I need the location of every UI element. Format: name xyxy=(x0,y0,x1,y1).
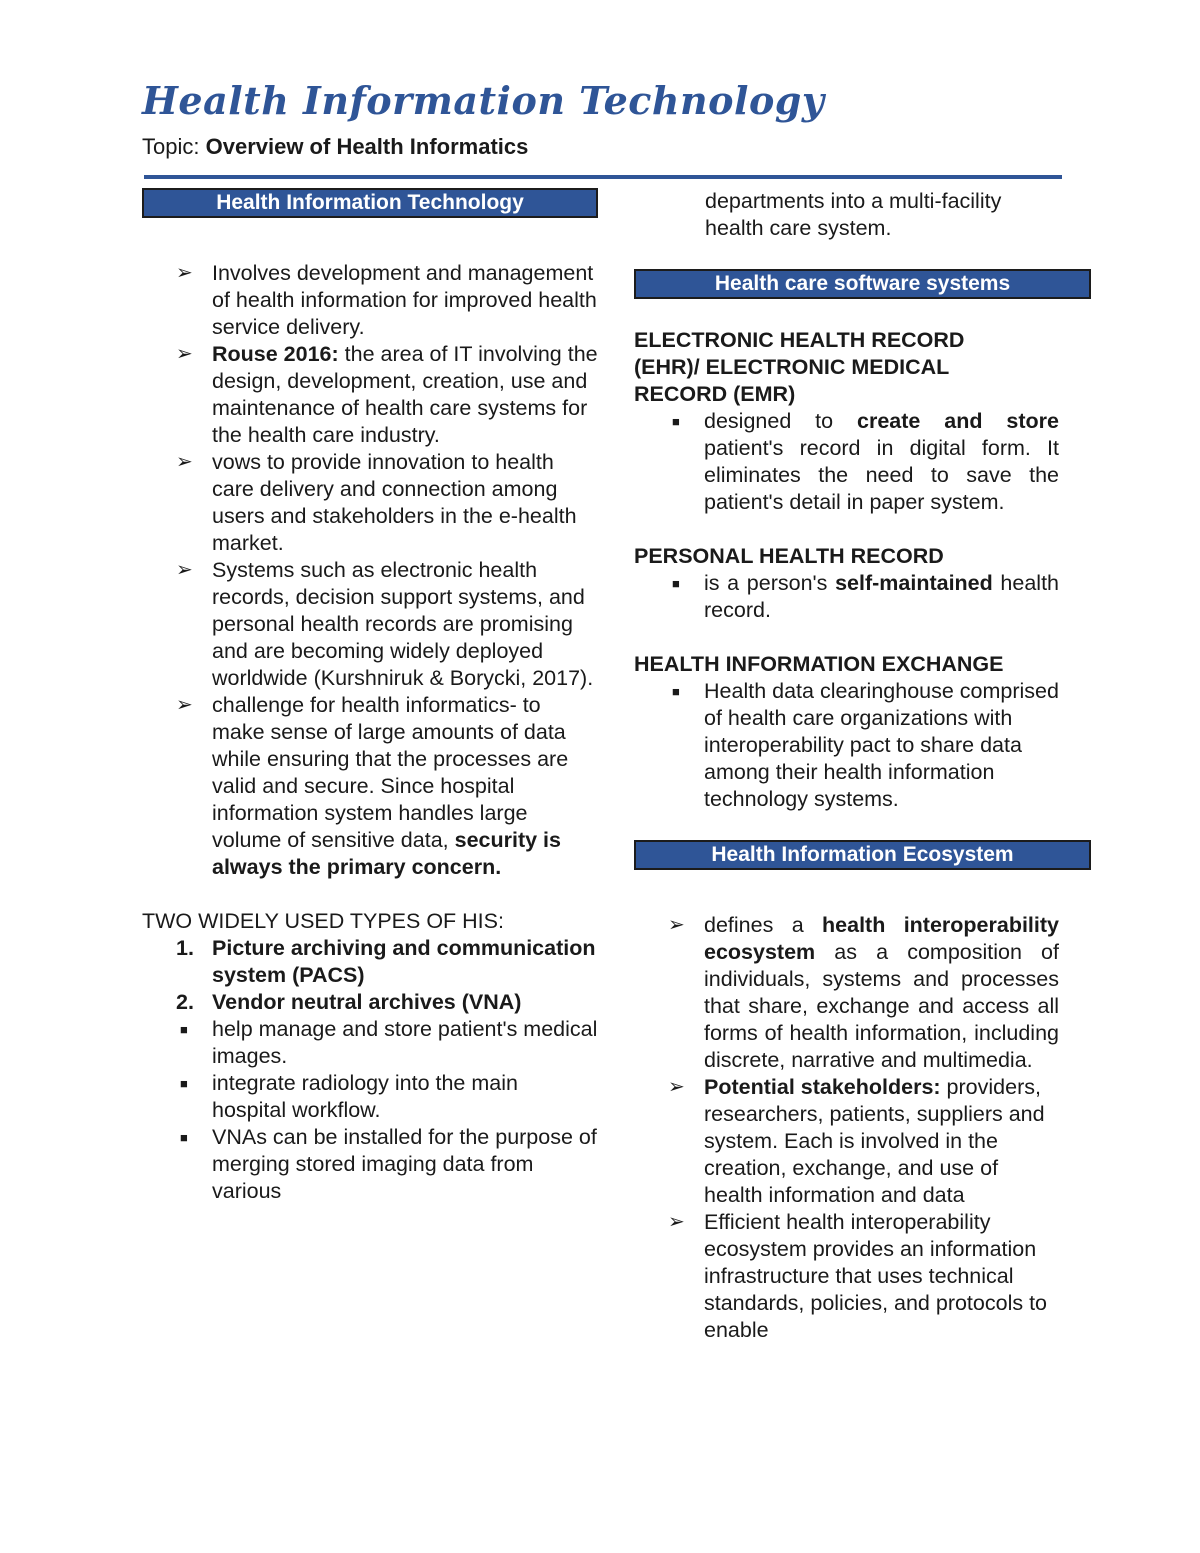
continued-text: departments into a multi-facility health care system. xyxy=(705,189,1002,240)
right-column xyxy=(634,188,1091,1344)
square-bullet-icon: ■ xyxy=(180,1130,188,1145)
hit-bullet-list xyxy=(142,260,598,881)
list-item: ■ integrate radiology into the main hospital workflow. xyxy=(180,1071,518,1122)
document-title: Health Information Technology xyxy=(142,78,825,123)
ehr-list xyxy=(634,408,1091,516)
section-header-ecosystem: Health Information Ecosystem xyxy=(634,840,1091,870)
list-item: ➢ Rouse 2016: the area of IT involving the design, development, creation, use and maintenance of health care systems for the health care industry. xyxy=(176,342,598,447)
square-bullet-icon: ■ xyxy=(180,1076,188,1091)
ehr-heading: ELECTRONIC HEALTH RECORD (EHR)/ ELECTRONIC MEDICAL RECORD (EMR) xyxy=(634,328,965,406)
list-item: ➢ defines a health interoperability ecosystem as a composition of individuals, systems and processes that share, exchange and access all forms of health information, including discrete, narrative and multimedia. xyxy=(668,913,1059,1072)
vna-points-list xyxy=(142,1016,598,1205)
arrow-bullet-icon: ➢ xyxy=(668,914,685,936)
arrow-bullet-icon: ➢ xyxy=(176,343,193,365)
list-item: ➢ Potential stakeholders: providers, researchers, patients, suppliers and system. Each is involved in the creation, exchange, and use of health information and data xyxy=(668,1075,1045,1207)
topic-label: Topic: xyxy=(142,134,200,159)
list-item: ■ VNAs can be installed for the purpose of merging stored imaging data from various xyxy=(180,1125,597,1203)
topic-line xyxy=(142,134,528,160)
arrow-bullet-icon: ➢ xyxy=(668,1211,685,1233)
square-bullet-icon: ■ xyxy=(672,576,680,591)
list-item: ➢ Involves development and management of health information for improved health service delivery. xyxy=(176,261,597,339)
square-bullet-icon: ■ xyxy=(672,414,680,429)
list-item: ➢ Efficient health interoperability ecosystem provides an information infrastructure that uses technical standards, policies, and protocols to enable xyxy=(668,1210,1048,1342)
ecosystem-list xyxy=(634,912,1091,1344)
list-item: ➢ vows to provide innovation to health care delivery and connection among users and stakeholders in the e-health market. xyxy=(176,450,577,555)
list-item: ➢ challenge for health informatics- to make sense of large amounts of data while ensuring that the processes are valid and secure. Since hospital information system handles large volume of sensitive data, security is always the primary concern. xyxy=(176,693,569,879)
square-bullet-icon: ■ xyxy=(672,684,680,699)
hie-list xyxy=(634,678,1091,813)
list-item: ➢ Systems such as electronic health records, decision support systems, and personal health records are promising and are becoming widely deployed worldwide (Kurshniruk & Borycki, 2017). xyxy=(176,558,594,690)
arrow-bullet-icon: ➢ xyxy=(668,1076,685,1098)
list-item: 2. Vendor neutral archives (VNA) xyxy=(176,990,522,1014)
section-header-hit: Health Information Technology xyxy=(142,188,598,218)
list-item: ■ designed to create and store patient's record in digital form. It eliminates the need to save the patient's detail in paper system. xyxy=(672,409,1059,514)
list-item: ■ is a person's self-maintained health record. xyxy=(672,571,1060,622)
square-bullet-icon: ■ xyxy=(180,1022,188,1037)
his-heading: TWO WIDELY USED TYPES OF HIS: xyxy=(142,909,504,933)
list-item: ■ Health data clearinghouse comprised of health care organizations with interoperability pact to share data among their health information technology systems. xyxy=(672,679,1059,811)
arrow-bullet-icon: ➢ xyxy=(176,262,193,284)
topic-value: Overview of Health Informatics xyxy=(205,134,529,159)
arrow-bullet-icon: ➢ xyxy=(176,451,193,473)
arrow-bullet-icon: ➢ xyxy=(176,559,193,581)
phr-list xyxy=(634,570,1091,624)
left-column xyxy=(142,188,598,1205)
section-header-software: Health care software systems xyxy=(634,269,1091,299)
list-item: 1. Picture archiving and communication system (PACS) xyxy=(176,936,596,987)
header-divider xyxy=(144,175,1062,179)
list-item: ■ help manage and store patient's medical images. xyxy=(180,1017,598,1068)
his-types-list xyxy=(142,935,598,1016)
phr-heading: PERSONAL HEALTH RECORD xyxy=(634,544,944,568)
hie-heading: HEALTH INFORMATION EXCHANGE xyxy=(634,652,1004,676)
arrow-bullet-icon: ➢ xyxy=(176,694,193,716)
